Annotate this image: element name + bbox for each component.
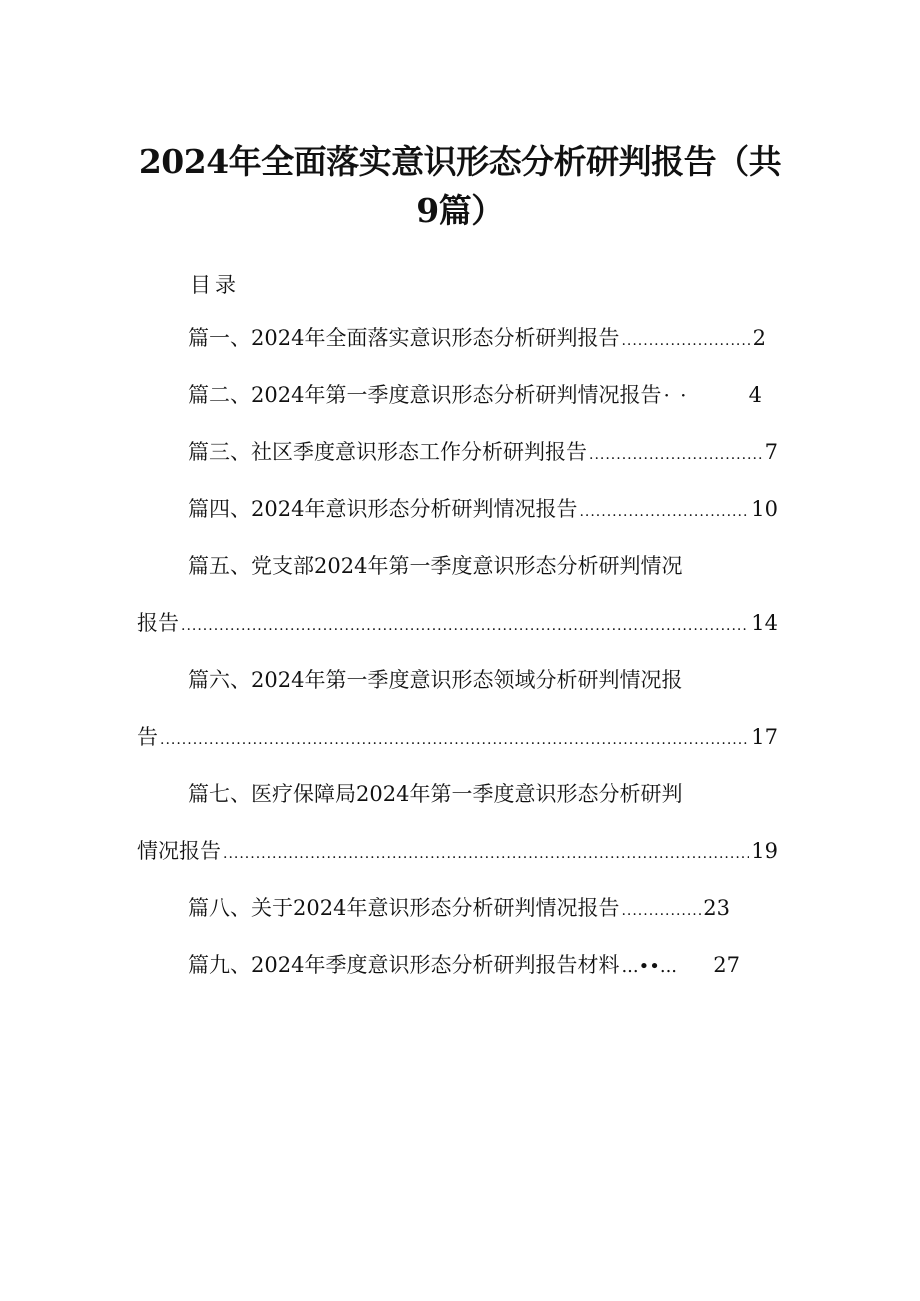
toc-entry-8[interactable]: [188, 892, 730, 924]
toc-entry-label: 报告: [137, 611, 179, 635]
toc-page-number: 19: [751, 839, 778, 863]
toc-leader-dots: [589, 439, 763, 471]
toc-page-number: 23: [703, 896, 730, 920]
toc-page-number: 14: [751, 611, 778, 635]
toc-leader-dots: [663, 379, 746, 414]
toc-entry-label: 篇一、2024年全面落实意识形态分析研判报告: [188, 326, 620, 350]
toc-page-number: 7: [764, 440, 778, 464]
toc-entry-label: 篇二、2024年第一季度意识形态分析研判情况报告: [188, 383, 662, 407]
toc-entry-label: 篇四、2024年意识形态分析研判情况报告: [188, 497, 578, 521]
toc-leader-dots: [223, 838, 749, 870]
toc-entry-5[interactable]: [137, 607, 778, 639]
toc-page-number: 17: [751, 725, 778, 749]
toc-entry-3[interactable]: [188, 436, 778, 468]
toc-entry-6-line-1[interactable]: 篇六、2024年第一季度意识形态领域分析研判情况报: [188, 668, 683, 692]
toc-entry-7-line-1[interactable]: 篇七、医疗保障局2024年第一季度意识形态分析研判: [188, 782, 683, 806]
toc-entry-9[interactable]: [188, 949, 740, 981]
toc-entry-4[interactable]: [188, 493, 778, 525]
toc-entry-7[interactable]: [137, 835, 778, 867]
toc-entry-label: 情况报告: [137, 839, 221, 863]
toc-entry-label: 篇九、2024年季度意识形态分析研判报告材料: [188, 953, 620, 977]
document-title-line-1: 2024年全面落实意识形态分析研判报告（共: [138, 142, 782, 181]
toc-page-number: 2: [752, 326, 766, 350]
toc-leader-dots: [181, 610, 749, 642]
toc-entry-1[interactable]: [188, 322, 766, 354]
toc-leader-dots: [621, 325, 750, 357]
toc-entry-label: 篇三、社区季度意识形态工作分析研判报告: [188, 440, 587, 464]
toc-entry-label: 篇八、关于2024年意识形态分析研判情况报告: [188, 896, 620, 920]
toc-page-number: 10: [751, 497, 778, 521]
toc-leader-dots: [621, 895, 701, 927]
toc-page-number: 27: [713, 953, 740, 977]
toc-entry-5-line-1[interactable]: 篇五、党支部2024年第一季度意识形态分析研判情况: [188, 554, 683, 578]
toc-heading: 目录: [190, 273, 240, 297]
toc-entry-6[interactable]: [137, 721, 778, 753]
document-title-line-2: 9篇）: [416, 191, 504, 230]
toc-leader-dots: [579, 496, 749, 528]
toc-entry-label: 告: [137, 725, 158, 749]
toc-entry-2[interactable]: [188, 379, 762, 411]
toc-leader-dots: [621, 951, 711, 984]
toc-leader-dots: [160, 724, 749, 756]
toc-page-number: 4: [748, 383, 762, 407]
